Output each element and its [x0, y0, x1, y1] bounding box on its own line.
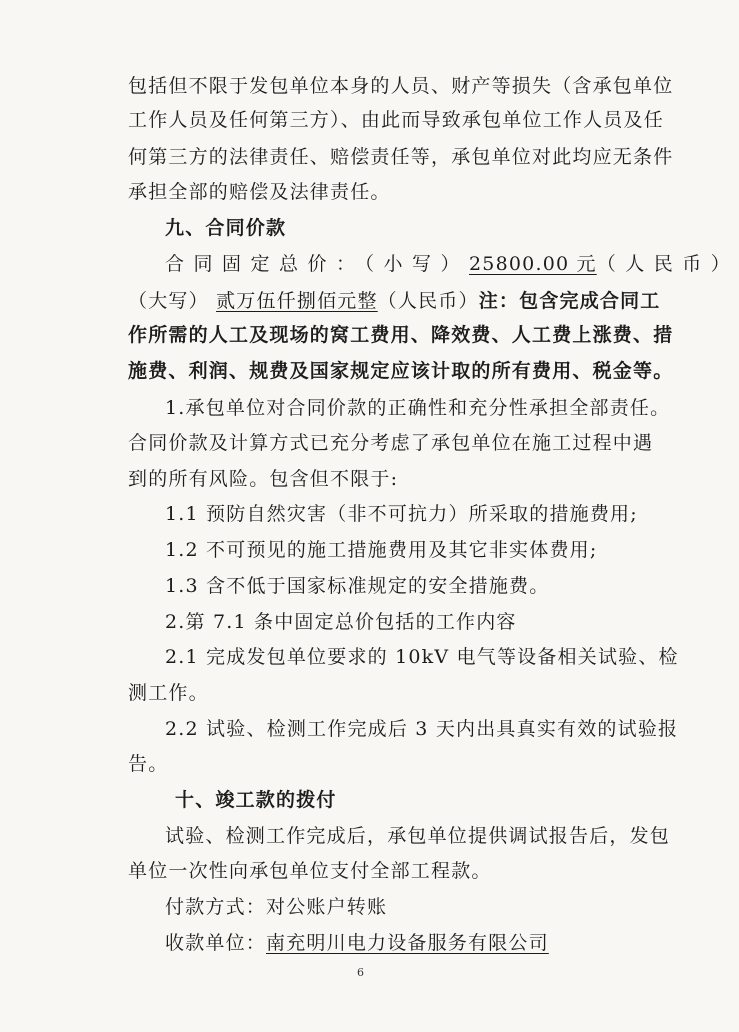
paragraph-line: 包括但不限于发包单位本身的人员、财产等损失（含承包单位	[128, 75, 674, 97]
note-bold-line: 施费、利润、规费及国家规定应该计取的所有费用、税金等。	[128, 360, 674, 382]
paragraph-line: 工作人员及任何第三方）、由此而导致承包单位工作人员及任	[128, 109, 664, 131]
clause-1-3: 1.3 含不低于国家标准规定的安全措施费。	[165, 575, 550, 597]
section-9-heading: 九、合同价款	[165, 217, 287, 239]
payee-name: 南充明川电力设备服务有限公司	[266, 932, 549, 954]
clause-1-cont: 到的所有风险。包含但不限于:	[128, 468, 399, 490]
payment-method: 付款方式：对公账户转账	[165, 896, 388, 918]
price-big-line	[128, 287, 668, 315]
clause-1-2: 1.2 不可预见的施工措施费用及其它非实体费用;	[165, 539, 598, 561]
price-small-value: 25800.00 元	[469, 253, 597, 275]
payee-line	[165, 929, 705, 957]
note-bold: 注：包含完成合同工	[478, 290, 661, 312]
note-bold-line: 作所需的人工及现场的窝工费用、降效费、人工费上涨费、措	[128, 324, 674, 346]
paragraph-line: 何第三方的法律责任、赔偿责任等，承包单位对此均应无条件	[128, 146, 674, 168]
price-currency: （人民币）	[596, 253, 739, 275]
payment-clause-cont: 单位一次性向承包单位支付全部工程款。	[128, 860, 492, 882]
clause-1-1: 1.1 预防自然灾害（非不可抗力）所采取的措施费用;	[165, 503, 638, 525]
clause-1-cont: 合同价款及计算方式已充分考虑了承包单位在施工过程中遇	[128, 432, 654, 454]
section-10-heading: 十、竣工款的拨付	[175, 789, 337, 811]
note-prefix: （人民币）	[377, 290, 479, 312]
payee-label: 收款单位：	[165, 932, 267, 954]
clause-2: 2.第 7.1 条中固定总价包括的工作内容	[165, 611, 517, 633]
clause-2-2-cont: 告。	[128, 753, 169, 775]
payment-clause: 试验、检测工作完成后，承包单位提供调试报告后，发包	[165, 825, 671, 847]
clause-1: 1.承包单位对合同价款的正确性和充分性承担全部责任。	[165, 397, 671, 419]
clause-2-2: 2.2 试验、检测工作完成后 3 天内出具真实有效的试验报	[165, 718, 679, 740]
price-label: 合同固定总价：（小写）	[165, 253, 470, 275]
daxie-label: （大写）	[128, 290, 209, 312]
clause-2-1: 2.1 完成发包单位要求的 10kV 电气等设备相关试验、检	[165, 646, 679, 668]
clause-2-1-cont: 测工作。	[128, 682, 209, 704]
page-number: 6	[357, 966, 364, 979]
price-big-value: 贰万伍仟捌佰元整	[216, 290, 378, 312]
price-line	[165, 250, 739, 278]
paragraph-line: 承担全部的赔偿及法律责任。	[128, 181, 391, 203]
